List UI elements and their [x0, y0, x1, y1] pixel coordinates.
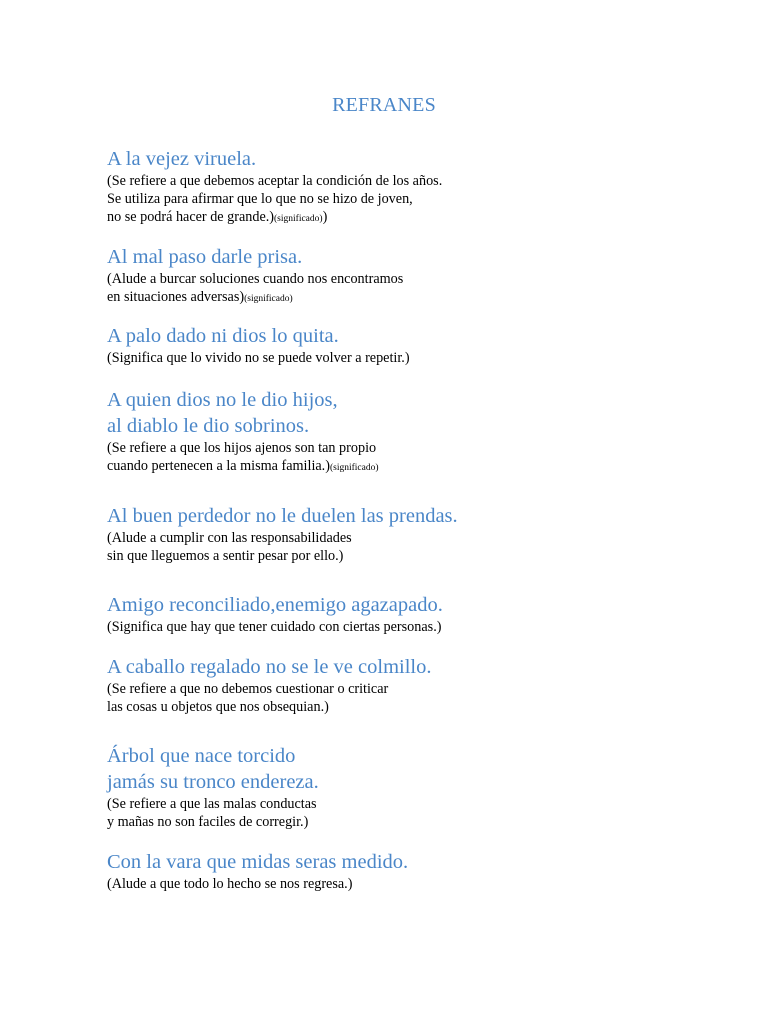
refran-description-line: Se utiliza para afirmar que lo que no se hizo de joven, [107, 191, 413, 207]
refran-heading: Al buen perdedor no le duelen las prendas. [107, 505, 458, 527]
refran-8 [107, 743, 727, 831]
refran-6 [107, 592, 727, 636]
refran-4 [107, 387, 727, 477]
refran-9 [107, 849, 727, 893]
page-title: REFRANES [332, 94, 436, 116]
refran-description-line: (Alude a burcar soluciones cuando nos encontramos [107, 271, 404, 287]
refran-heading: A la vejez viruela. [107, 148, 257, 170]
refran-description-line: (Se refiere a que debemos aceptar la condición de los años. [107, 173, 443, 189]
refran-description-line: (Se refiere a que no debemos cuestionar o criticar [107, 681, 389, 697]
refran-description-line: no se podrá hacer de grande.)(significado)) [107, 209, 328, 225]
refran-heading: Amigo reconciliado,enemigo agazapado. [107, 594, 443, 616]
refran-description-line: y mañas no son faciles de corregir.) [107, 814, 309, 830]
significado-note: (significado) [274, 214, 323, 224]
refran-description-line: cuando pertenecen a la misma familia.)(significado) [107, 458, 379, 474]
refran-description-line: (Significa que hay que tener cuidado con ciertas personas.) [107, 619, 442, 635]
refran-description-line: (Se refiere a que las malas conductas [107, 796, 317, 812]
refran-heading: Árbol que nace torcido [107, 745, 296, 767]
refran-description-line: sin que lleguemos a sentir pesar por ello.) [107, 548, 344, 564]
refran-heading: al diablo le dio sobrinos. [107, 415, 310, 437]
refran-2 [107, 244, 727, 308]
refran-3 [107, 323, 727, 367]
refran-1 [107, 146, 727, 228]
refran-heading: A caballo regalado no se le ve colmillo. [107, 656, 432, 678]
refran-heading: A quien dios no le dio hijos, [107, 389, 338, 411]
refran-description-line: (Significa que lo vivido no se puede volver a repetir.) [107, 350, 410, 366]
refran-description-line: (Se refiere a que los hijos ajenos son tan propio [107, 440, 377, 456]
refran-5 [107, 503, 727, 565]
refran-heading: Con la vara que midas seras medido. [107, 851, 409, 873]
refran-heading: A palo dado ni dios lo quita. [107, 325, 339, 347]
refran-description-line: en situaciones adversas)(significado) [107, 289, 293, 305]
refran-description-line: (Alude a cumplir con las responsabilidades [107, 530, 352, 546]
significado-note: (significado) [244, 294, 293, 304]
refran-description-line: (Alude a que todo lo hecho se nos regresa.) [107, 876, 353, 892]
significado-note: (significado) [329, 463, 379, 473]
refran-7 [107, 654, 727, 716]
refran-heading: jamás su tronco endereza. [107, 771, 319, 793]
refran-heading: Al mal paso darle prisa. [107, 246, 303, 268]
refran-description-line: las cosas u objetos que nos obsequian.) [107, 699, 329, 715]
